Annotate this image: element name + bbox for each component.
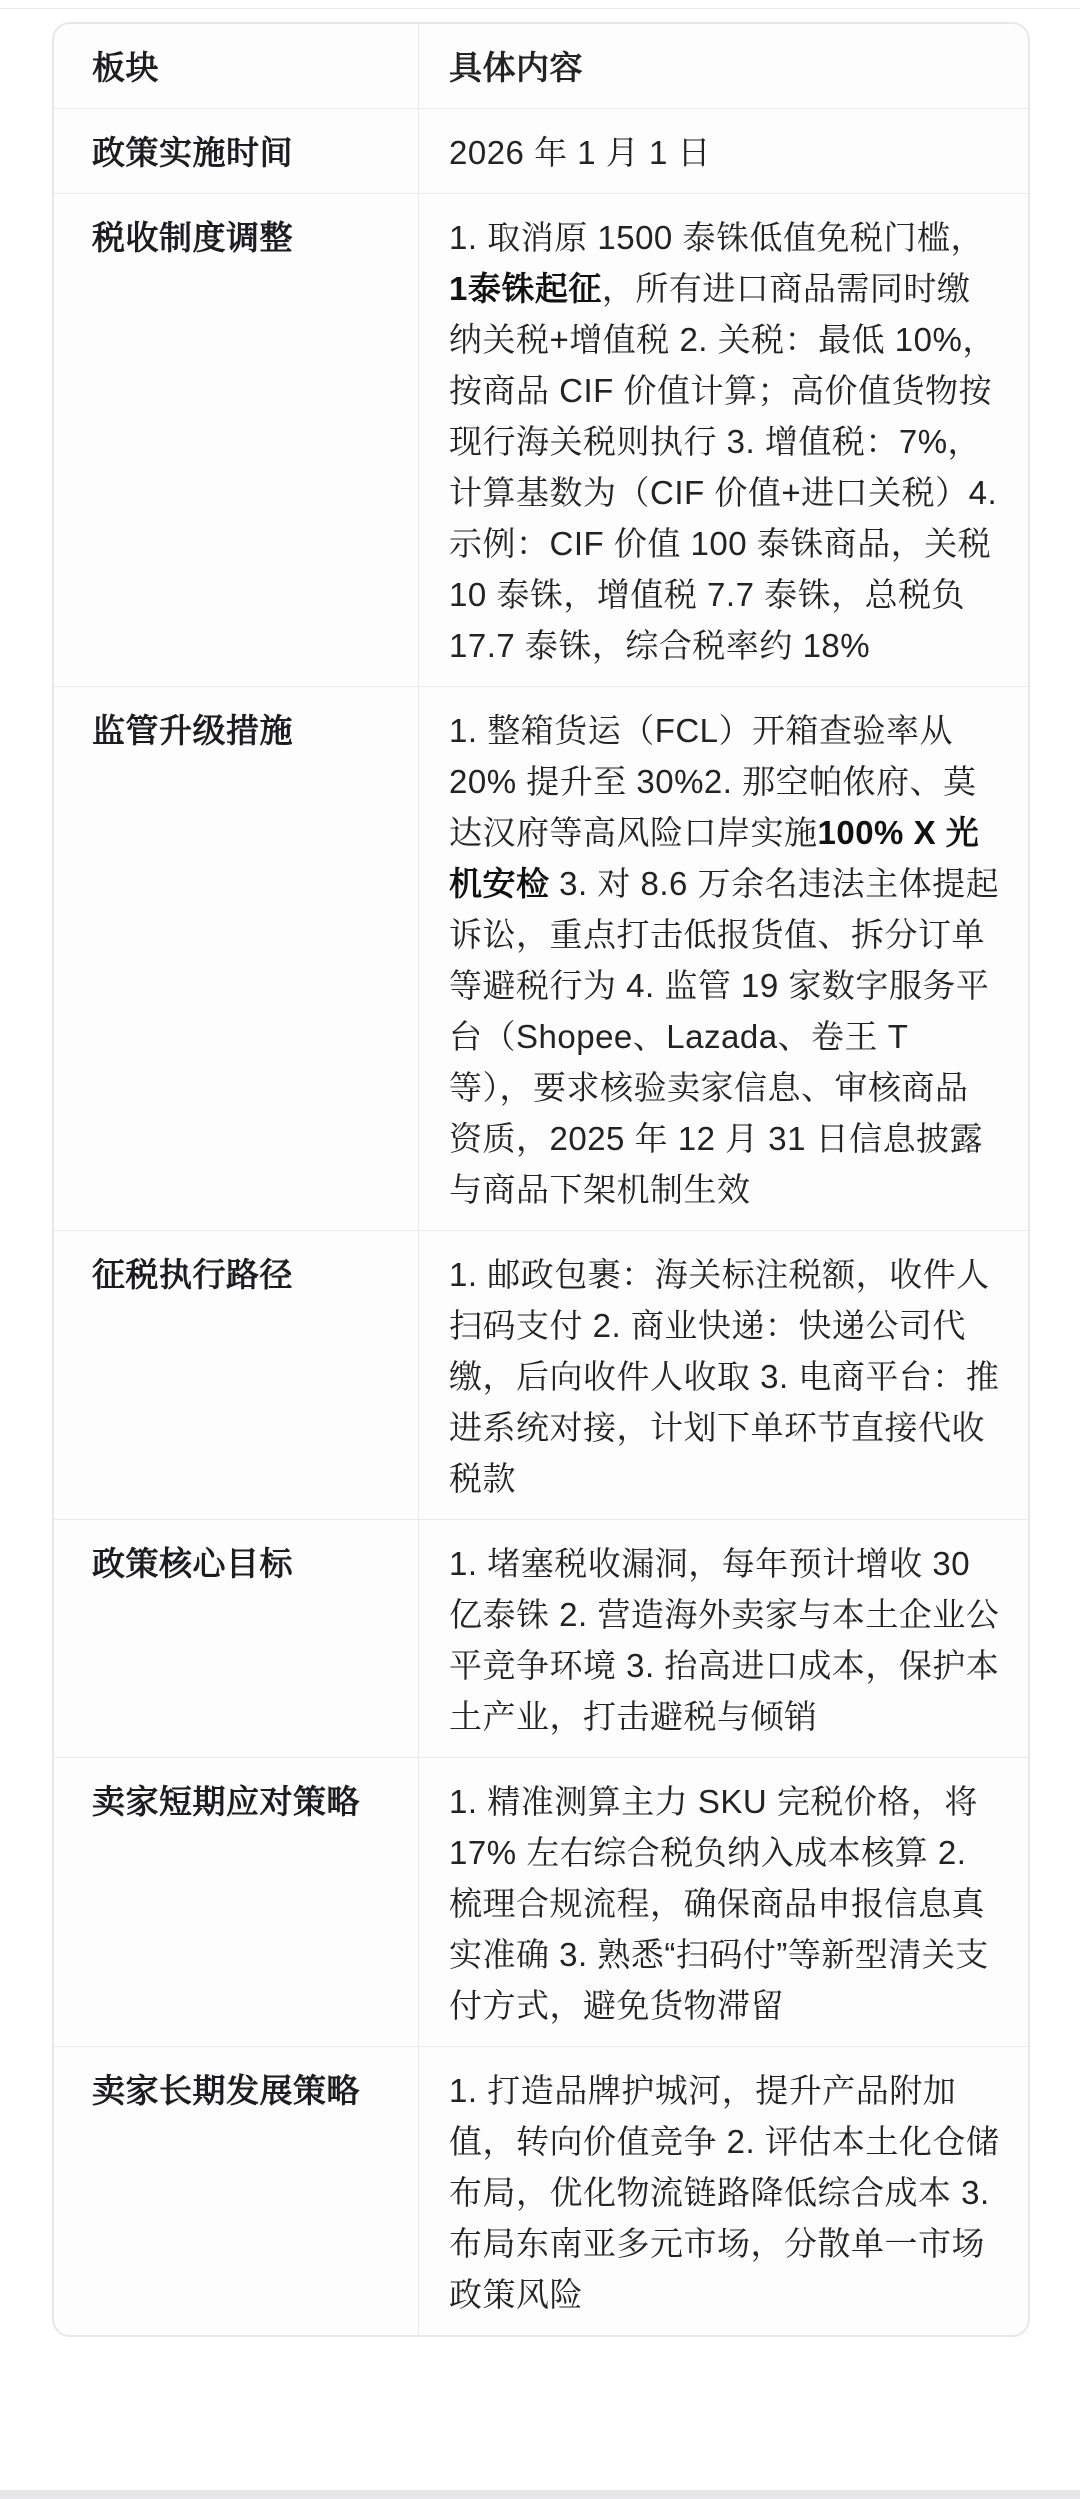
table-row — [54, 193, 1028, 686]
table-row — [54, 108, 1028, 193]
content-bold-segment: 1泰铢起征 — [449, 270, 602, 307]
row-label: 卖家长期发展策略 — [54, 2047, 419, 2335]
content-segment: 1. 取消原 1500 泰铢低值免税门槛， — [449, 219, 984, 256]
row-content — [419, 1758, 1028, 2046]
row-label: 卖家短期应对策略 — [54, 1758, 419, 2046]
table-row — [54, 2046, 1028, 2335]
row-content — [419, 2047, 1028, 2335]
table-row — [54, 1519, 1028, 1757]
row-content — [419, 194, 1028, 686]
row-content — [419, 109, 1028, 193]
table-row — [54, 1757, 1028, 2046]
content-bold-segment: 100% X 光机安检 — [449, 814, 980, 902]
row-label: 政策实施时间 — [54, 109, 419, 193]
header-cell-details: 具体内容 — [449, 49, 583, 86]
row-label: 税收制度调整 — [54, 194, 419, 686]
row-content — [419, 1520, 1028, 1757]
header-cell-section: 板块 — [54, 24, 419, 108]
content-segment: 3. 对 8.6 万余名违法主体提起诉讼，重点打击低报货值、拆分订单等避税行为 4. 监管 19 家数字服务平台（Shopee、Lazada、卷王 T 等），要求核验卖家信息、审核商品资质，2025 年 12 月 31 日信息披露与商品下架机制生效 — [449, 865, 1000, 1208]
content-segment: ，所有进口商品需同时缴纳关税+增值税 2. 关税：最低 10%，按商品 CIF 价值计算；高价值货物按现行海关税则执行 3. 增值税：7%，计算基数为（CIF 价值+进口关税）4. 示例：CIF 价值 100 泰铢商品，关税 10 泰铢，增值税 7.7 泰铢，总税负 17.7 泰铢，综合税率约 18% — [449, 270, 998, 664]
content-segment: 1. 堵塞税收漏洞，每年预计增收 30 亿泰铢 2. 营造海外卖家与本土企业公平竞争环境 3. 抬高进口成本，保护本土产业，打击避税与倾销 — [449, 1545, 1000, 1735]
row-content — [419, 1231, 1028, 1519]
row-label: 政策核心目标 — [54, 1520, 419, 1757]
bottom-edge-bar — [0, 2490, 1080, 2499]
table-row — [54, 1230, 1028, 1519]
content-segment: 1. 整箱货运（FCL）开箱查验率从 20% 提升至 30%2. 那空帕侬府、莫达汉府等高风险口岸实施 — [449, 712, 977, 851]
content-segment: 1. 精准测算主力 SKU 完税价格，将 17% 左右综合税负纳入成本核算 2. 梳理合规流程，确保商品申报信息真实准确 3. 熟悉“扫码付”等新型清关支付方式，避免货物滞留 — [449, 1783, 989, 2024]
table-header-row — [54, 24, 1028, 108]
policy-table — [52, 22, 1030, 2337]
row-label: 征税执行路径 — [54, 1231, 419, 1519]
content-segment: 1. 打造品牌护城河，提升产品附加值，转向价值竞争 2. 评估本土化仓储布局，优化物流链路降低综合成本 3. 布局东南亚多元市场，分散单一市场政策风险 — [449, 2072, 1000, 2313]
top-divider-line — [0, 8, 1080, 9]
table-row — [54, 686, 1028, 1230]
content-segment: 1. 邮政包裹：海关标注税额，收件人扫码支付 2. 商业快递：快递公司代缴，后向收件人收取 3. 电商平台：推进系统对接，计划下单环节直接代收税款 — [449, 1256, 1000, 1497]
content-segment: 2026 年 1 月 1 日 — [449, 134, 711, 171]
row-content — [419, 687, 1028, 1230]
row-label: 监管升级措施 — [54, 687, 419, 1230]
